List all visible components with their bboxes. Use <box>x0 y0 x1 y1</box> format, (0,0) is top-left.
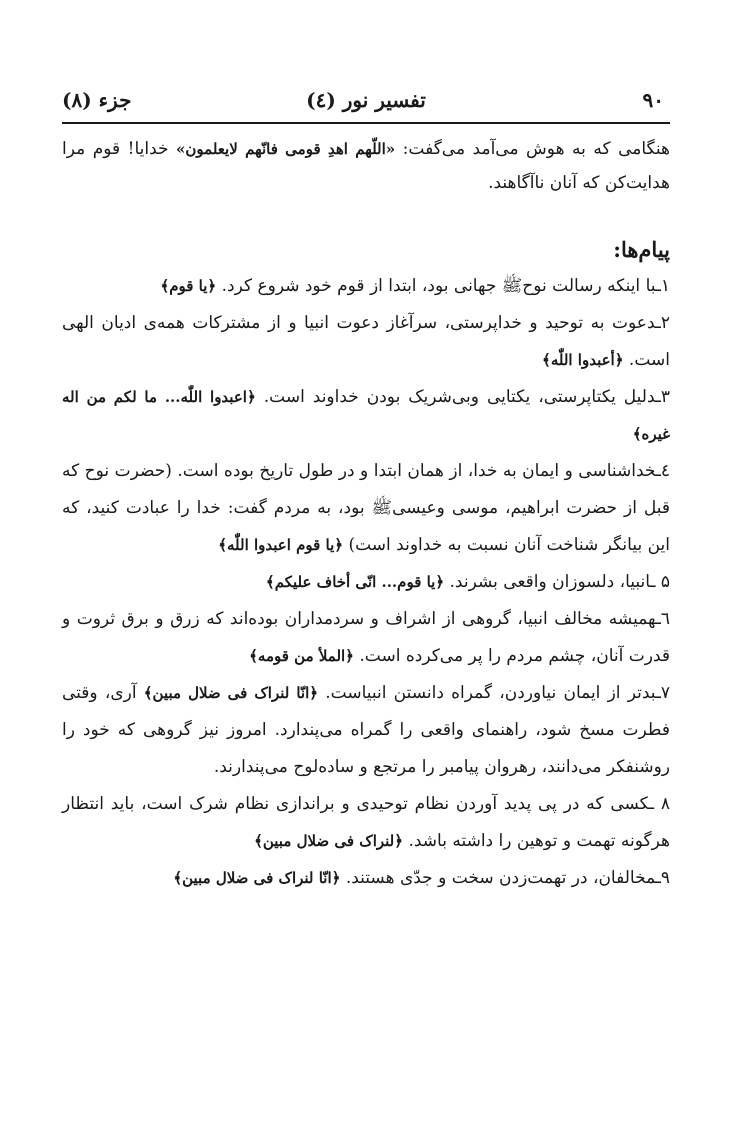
item-quote: ﴿انّا لنراک فی ضلال مبین﴾ <box>173 869 341 887</box>
item-text-after: آری، وقتی فطرت مسخ شود، راهنمای واقعی را گمراه می‌پندارد. امروز نیز گروهی که خود را روشنفکر می‌دانند، رهروان پیامبر را مرتجع و ساده‌لوح می‌پندارند. <box>62 683 670 777</box>
intro-text: هنگامی که به هوش می‌آمد می‌گفت: <box>402 139 671 159</box>
list-item <box>62 379 670 453</box>
item-text: همیشه مخالف انبیا، گروهی از اشراف و سردمداران بوده‌اند که زرق و برق ثروت و قدرت آنان، چشم مردم را پر می‌کرده است. <box>62 609 670 666</box>
item-quote: ﴿الملأ من قومه﴾ <box>249 647 354 665</box>
intro-quote: «اللّهم اهدِ قومی فانّهم لایعلمون» <box>176 140 396 158</box>
list-item <box>62 268 670 305</box>
list-item <box>62 564 670 601</box>
item-number: ٤ـ <box>655 461 670 481</box>
item-number: ۱ـ <box>655 276 670 296</box>
book-title: تفسیر نور (٤) <box>306 88 426 112</box>
page-header <box>62 84 670 124</box>
part-label: جزء (۸) <box>62 88 132 112</box>
item-quote: ﴿یا قوم... انّی أخاف علیکم﴾ <box>265 573 445 591</box>
item-number: ۵ ـ <box>650 572 670 592</box>
item-text: انبیا، دلسوزان واقعی بشرند. <box>449 572 651 592</box>
item-number: ۲ـ <box>655 313 670 333</box>
item-text: با اینکه رسالت نوحﷺ جهانی بود، ابتدا از قوم خود شروع کرد. <box>221 276 656 296</box>
item-number: ٦ـ <box>655 609 670 629</box>
list-item <box>62 453 670 564</box>
item-text: بدتر از ایمان نیاوردن، گمراه دانستن انبیاست. <box>325 683 656 703</box>
item-text: کسی که در پی پدید آوردن نظام توحیدی و براندازی نظام شرک است، باید انتظار هرگونه تهمت و توهین را داشته باشد. <box>62 794 670 851</box>
item-text: دعوت به توحید و خداپرستی، سرآغاز دعوت انبیا و از مشترکات همه‌ی ادیان الهی است. <box>62 313 670 370</box>
item-number: ۸ ـ <box>649 794 670 814</box>
item-number: ۷ـ <box>655 683 671 703</box>
list-item <box>62 860 670 897</box>
item-quote: ﴿اعبدوا اللّٰه... ما لکم من اله غیره﴾ <box>62 388 670 443</box>
messages-heading: پیام‌ها: <box>613 237 670 262</box>
item-text: خداشناسی و ایمان به خدا، از همان ابتدا و در طول تاریخ بوده است. (حضرت نوح که قبل از حضرت ابراهیم، موسی وعیسیﷺ بود، به مردم گفت: خدا را عبادت کنید، که این بیانگر شناخت آنان نسبت به خداوند است) <box>62 461 670 555</box>
item-quote: ﴿انّا لنراک فی ضلال مبین﴾ <box>143 684 319 702</box>
messages-list <box>62 268 670 897</box>
book-page <box>62 84 670 897</box>
list-item <box>62 305 670 379</box>
item-text: دلیل یکتاپرستی، یکتایی وبی‌شریک بودن خداوند است. <box>263 387 656 407</box>
intro-paragraph <box>62 132 670 200</box>
item-quote: ﴿یا قوم اعبدوا اللّٰه﴾ <box>218 536 344 554</box>
list-item <box>62 601 670 675</box>
item-number: ۹ـ <box>655 868 670 888</box>
list-item <box>62 786 670 860</box>
intro-text-2: خدایا! قوم مرا هدایت‌کن که آنان ناآگاهند. <box>62 139 670 193</box>
item-number: ۳ـ <box>655 387 671 407</box>
item-quote: ﴿لنراک فی ضلال مبین﴾ <box>254 832 404 850</box>
list-item <box>62 675 670 786</box>
page-number: ۹۰ <box>642 88 664 112</box>
item-quote: ﴿أعبدوا اللّٰه﴾ <box>542 351 624 369</box>
item-quote: ﴿یا قوم﴾ <box>160 277 217 295</box>
item-text: مخالفان، در تهمت‌زدن سخت و جدّی هستند. <box>345 868 656 888</box>
